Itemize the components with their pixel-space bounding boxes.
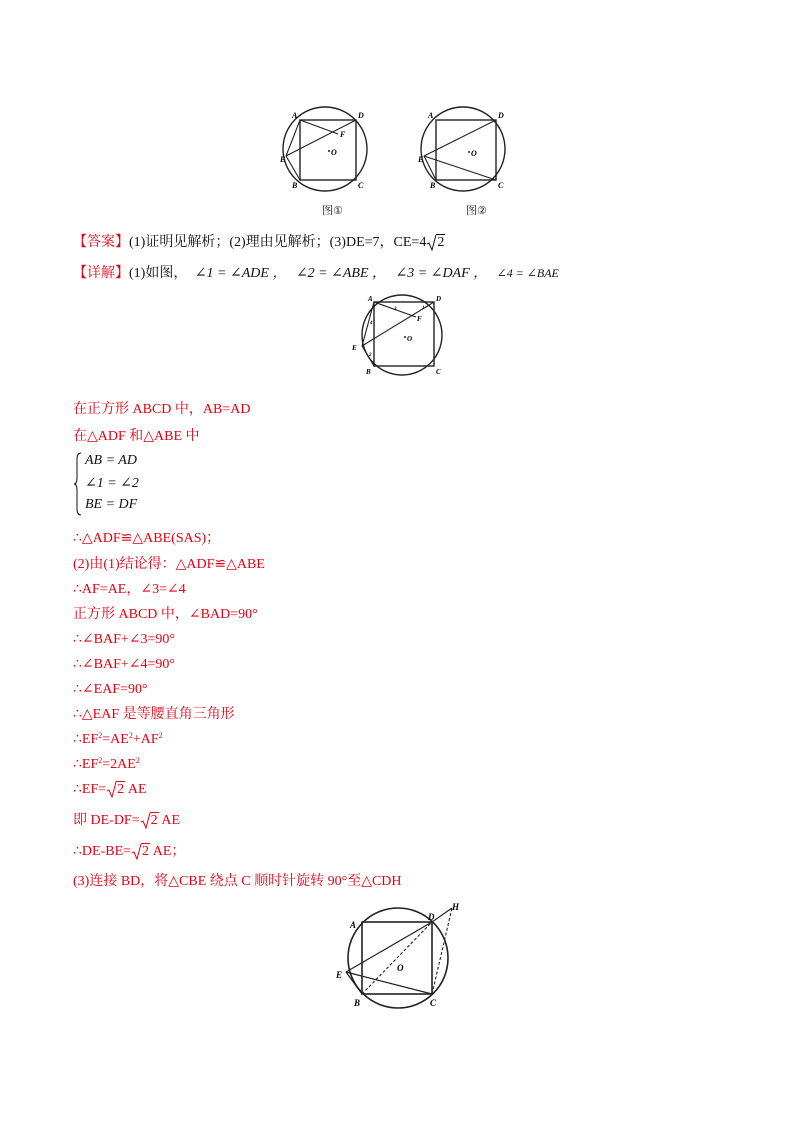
system-row-3: BE = DF (85, 497, 138, 512)
svg-text:B: B (354, 998, 361, 1008)
svg-text:2: 2 (369, 353, 372, 358)
svg-text:4: 4 (370, 321, 373, 326)
text-line-3: ∴△ADF≌△ABE(SAS)； (73, 531, 221, 546)
figure-1-caption: 图① (322, 204, 343, 217)
text-line-11: $\therefore EF^2=AE^2+AF^2$ (73, 731, 163, 747)
text-line-14: 即 DE-DF= 2 AE (73, 813, 181, 828)
svg-text:D: D (358, 111, 364, 120)
text-line-13: ∴EF= 2 AE (73, 782, 147, 797)
answer-line (73, 234, 445, 252)
answer-tag: 【答案】 (73, 235, 129, 250)
svg-text:C: C (498, 181, 504, 190)
angle-1: ∠1 = ∠ADE ， (194, 266, 287, 281)
svg-text:O: O (397, 963, 404, 973)
svg-text:F: F (417, 315, 422, 323)
text-line-5: ∴AF=AE，∠3=∠4 (73, 582, 186, 597)
svg-text:1: 1 (422, 306, 425, 311)
text-line-4: (2)由(1)结论得：△ADF≌△ABE (73, 557, 265, 572)
text-line-9: ∴∠EAF=90° (73, 682, 148, 697)
svg-text:H: H (452, 902, 460, 912)
svg-text:O: O (407, 335, 413, 343)
svg-text:E: E (418, 155, 424, 164)
figure-2-caption: 图② (466, 204, 487, 217)
figure-1 (280, 104, 370, 194)
figure-2 (418, 104, 508, 194)
system-row-1: AB = AD (85, 453, 137, 468)
sqrt-symbol: 2 (141, 812, 159, 830)
svg-text:F: F (340, 130, 346, 139)
text-line-10: ∴△EAF 是等腰直角三角形 (73, 707, 235, 722)
text-line-2: 在△ADF 和△ABE 中 (73, 429, 200, 444)
svg-text:C: C (358, 181, 364, 190)
svg-text:O: O (331, 148, 337, 157)
detail-intro: (1)如图， (129, 266, 188, 281)
svg-text:C: C (436, 368, 441, 376)
angle-2: ∠2 = ∠ABE ， (295, 266, 387, 281)
svg-text:O: O (471, 149, 477, 158)
svg-text:3: 3 (394, 307, 397, 312)
svg-text:A: A (292, 111, 298, 120)
svg-text:E: E (352, 344, 357, 352)
figure-4 (334, 898, 464, 1010)
svg-text:B: B (292, 181, 298, 190)
detail-tag: 【详解】 (73, 266, 129, 281)
answer-text: (1)证明见解析；(2)理由见解析；(3)DE=7，CE=4 (129, 235, 427, 250)
system-row-2: ∠1 = ∠2 (85, 476, 139, 491)
text-line-1: 在正方形 ABCD 中，AB=AD (73, 402, 251, 417)
svg-text:C: C (430, 998, 437, 1008)
svg-text:A: A (350, 920, 357, 930)
svg-text:E: E (280, 155, 286, 164)
detail-line (73, 264, 559, 283)
text-line-15: ∴DE-BE= 2 AE； (73, 844, 186, 859)
brace-icon (73, 451, 83, 517)
text-line-8: ∴∠BAF+∠4=90° (73, 657, 175, 672)
text-line-16: (3)连接 BD，将△CBE 绕点 C 顺时针旋转 90°至△CDH (73, 874, 402, 889)
svg-text:A: A (428, 111, 434, 120)
text-line-6: 正方形 ABCD 中，∠BAD=90° (73, 607, 258, 622)
svg-text:B: B (366, 368, 371, 376)
angle-4: ∠4 = ∠BAE (496, 266, 559, 280)
sqrt-symbol: 2 (132, 843, 150, 861)
text-line-12: $\therefore EF^2=2AE^2$ (73, 756, 140, 772)
svg-text:E: E (336, 970, 343, 980)
sqrt-symbol: 2 (427, 234, 445, 252)
equation-system (73, 451, 213, 517)
angle-3: ∠3 = ∠DAF ， (395, 266, 488, 281)
svg-text:D: D (498, 111, 504, 120)
figure-3 (348, 292, 452, 378)
svg-text:D: D (428, 912, 435, 922)
sqrt-symbol: 2 (107, 781, 125, 799)
svg-text:D: D (436, 295, 442, 303)
svg-text:A: A (368, 295, 373, 303)
text-line-7: ∴∠BAF+∠3=90° (73, 632, 175, 647)
svg-text:B: B (430, 181, 436, 190)
